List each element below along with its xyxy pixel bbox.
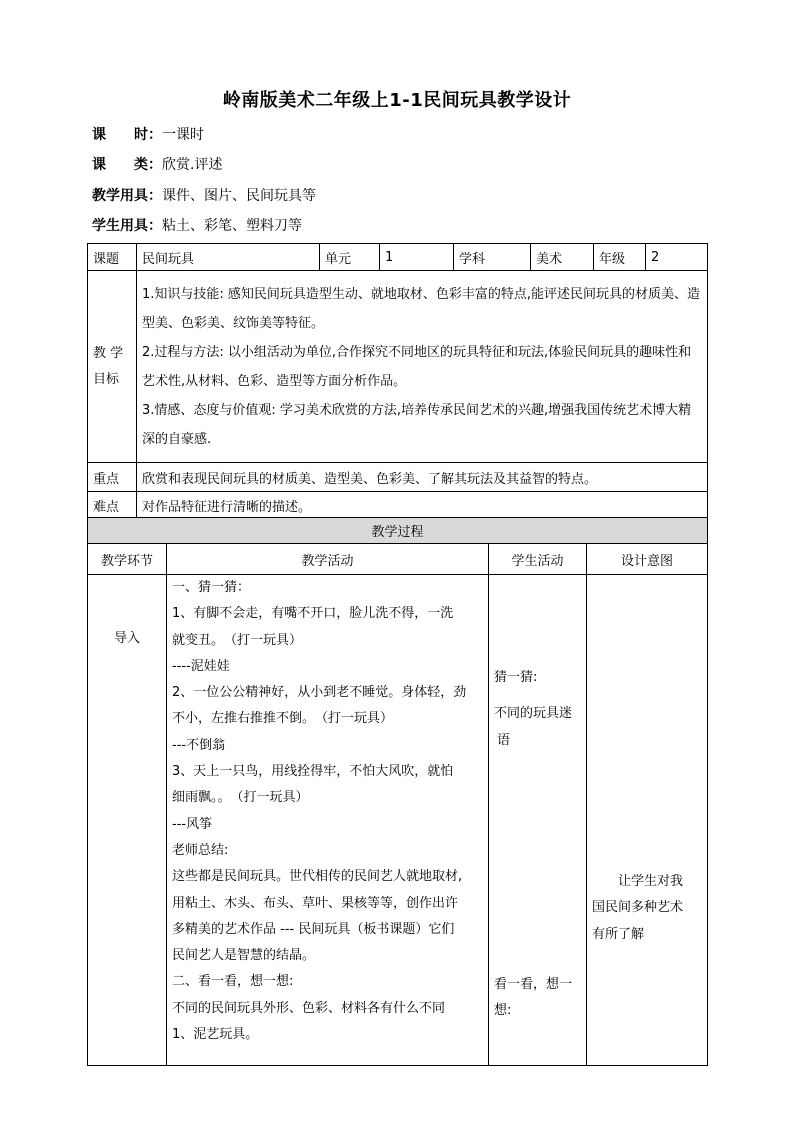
objective-item: 2.过程与方法: 以小组活动为单位,合作探究不同地区的玩具特征和玩法,体验民间玩具的趣味性和艺术性,从材料、色彩、造型等方面分析作品。	[142, 344, 692, 389]
unit-label: 单元	[320, 244, 380, 271]
teaching-process-table	[87, 517, 708, 1066]
lesson-info-table	[87, 243, 708, 520]
student-text: 想:	[494, 1003, 512, 1019]
activity-cell	[167, 575, 489, 1066]
activity-line: 1、有脚不会走，有嘴不开口，脸儿洗不得，一洗	[172, 606, 454, 622]
activity-line: 1、泥艺玩具。	[172, 1027, 259, 1043]
column-header-student: 学生活动	[489, 544, 587, 575]
activity-line: 不同的民间玩具外形、色彩、材料各有什么不同	[172, 1000, 446, 1016]
grade-value: 2	[646, 244, 708, 271]
activity-line: 民间艺人是智慧的结晶。	[172, 948, 316, 964]
activity-line: 3、天上一只鸟，用线拴得牢，不怕大风吹，就怕	[172, 764, 454, 780]
difficulty-value: 对作品特征进行清晰的描述。	[137, 492, 708, 520]
student-text: 猜一猜:	[494, 670, 538, 685]
student-text: 看一看，想一	[494, 976, 573, 992]
activity-line: 二、看一看，想一想:	[172, 974, 294, 990]
meta-key: 学生用具：	[92, 218, 162, 234]
student-text: 不同的玩具迷	[494, 706, 573, 722]
stage-cell	[88, 575, 167, 1066]
difficulty-row	[88, 492, 708, 520]
activity-line: 一、猜一猜：	[172, 580, 251, 595]
column-header-activity: 教学活动	[167, 544, 489, 575]
activity-line: 细雨飘。。 （打一玩具）	[172, 790, 309, 806]
grade-label: 年级	[594, 244, 646, 271]
key-point-value: 欣赏和表现民间玩具的材质美、造型美、色彩美、了解其玩法及其益智的特点。	[137, 463, 708, 492]
design-intent-cell	[587, 575, 708, 1066]
meta-value: 课件、图片、民间玩具等	[162, 188, 316, 204]
student-activity-cell	[489, 575, 587, 1066]
process-heading-row	[88, 518, 708, 544]
info-row	[88, 244, 708, 271]
topic-value: 民间玩具	[137, 244, 320, 271]
activity-line: 不小，左推右推推不倒。 （打一玩具）	[172, 711, 394, 727]
intent-text: 国民间多种艺术	[592, 900, 684, 916]
key-point-row	[88, 463, 708, 492]
unit-value: 1	[380, 244, 454, 271]
objective-item: 1.知识与技能: 感知民间玩具造型生动、就地取材、色彩丰富的特点,能评述民间玩具的材质美、造型美、色彩美、纹饰美等特征。	[142, 286, 701, 331]
objectives-content	[137, 271, 708, 463]
difficulty-label: 难点	[88, 492, 137, 520]
activity-line: 老师总结:	[172, 842, 229, 858]
activity-line: 这些都是民间玩具。世代相传的民间艺人就地取材,	[172, 869, 463, 885]
objective-item: 3.情感、态度与价值观: 学习美术欣赏的方法,培养传承民间艺术的兴趣,增强我国传统艺术博大精深的自豪感.	[142, 402, 692, 447]
process-columns-row	[88, 544, 708, 575]
meta-key: 课 类：	[92, 157, 162, 173]
process-heading: 教学过程	[88, 518, 708, 544]
meta-value: 欣赏.评述	[162, 157, 223, 173]
intent-text: 有所了解	[592, 926, 645, 942]
activity-line: 多精美的艺术作品 --- 民间玩具（板书课题）它们	[172, 921, 455, 937]
objectives-label: 教 学 目标	[88, 271, 137, 463]
meta-class-type	[92, 154, 222, 176]
meta-student-tools	[92, 215, 302, 237]
activity-line: ----泥娃娃	[172, 658, 230, 674]
topic-label: 课题	[88, 244, 137, 271]
meta-teaching-tools	[92, 185, 316, 207]
activity-line: 用粘土、木头、布头、草叶、果核等等，创作出许	[172, 895, 459, 911]
stage-label: 导入	[113, 631, 140, 646]
subject-label: 学科	[454, 244, 531, 271]
objectives-row	[88, 271, 708, 463]
meta-key: 教学用具：	[92, 188, 162, 204]
meta-value: 一课时	[162, 127, 204, 143]
student-text: 语	[497, 732, 511, 748]
activity-line: ---不倒翁	[172, 737, 226, 753]
meta-class-hours	[92, 124, 204, 146]
intent-text: 让学生对我	[592, 874, 684, 889]
key-point-label: 重点	[88, 463, 137, 492]
column-header-stage: 教学环节	[88, 544, 167, 575]
activity-line: 2、一位公公精神好，从小到老不睡觉。身体轻，劲	[172, 685, 467, 701]
meta-key: 课 时：	[92, 127, 162, 143]
document-title: 岭南版美术二年级上1-1民间玩具教学设计	[222, 90, 572, 111]
column-header-intent: 设计意图	[587, 544, 708, 575]
activity-line: ---风筝	[172, 816, 213, 832]
subject-value: 美术	[531, 244, 594, 271]
meta-value: 粘土、彩笔、塑料刀等	[162, 218, 302, 234]
activity-line: 就变丑。 （打一玩具）	[172, 632, 303, 648]
process-content-row	[88, 575, 708, 1066]
